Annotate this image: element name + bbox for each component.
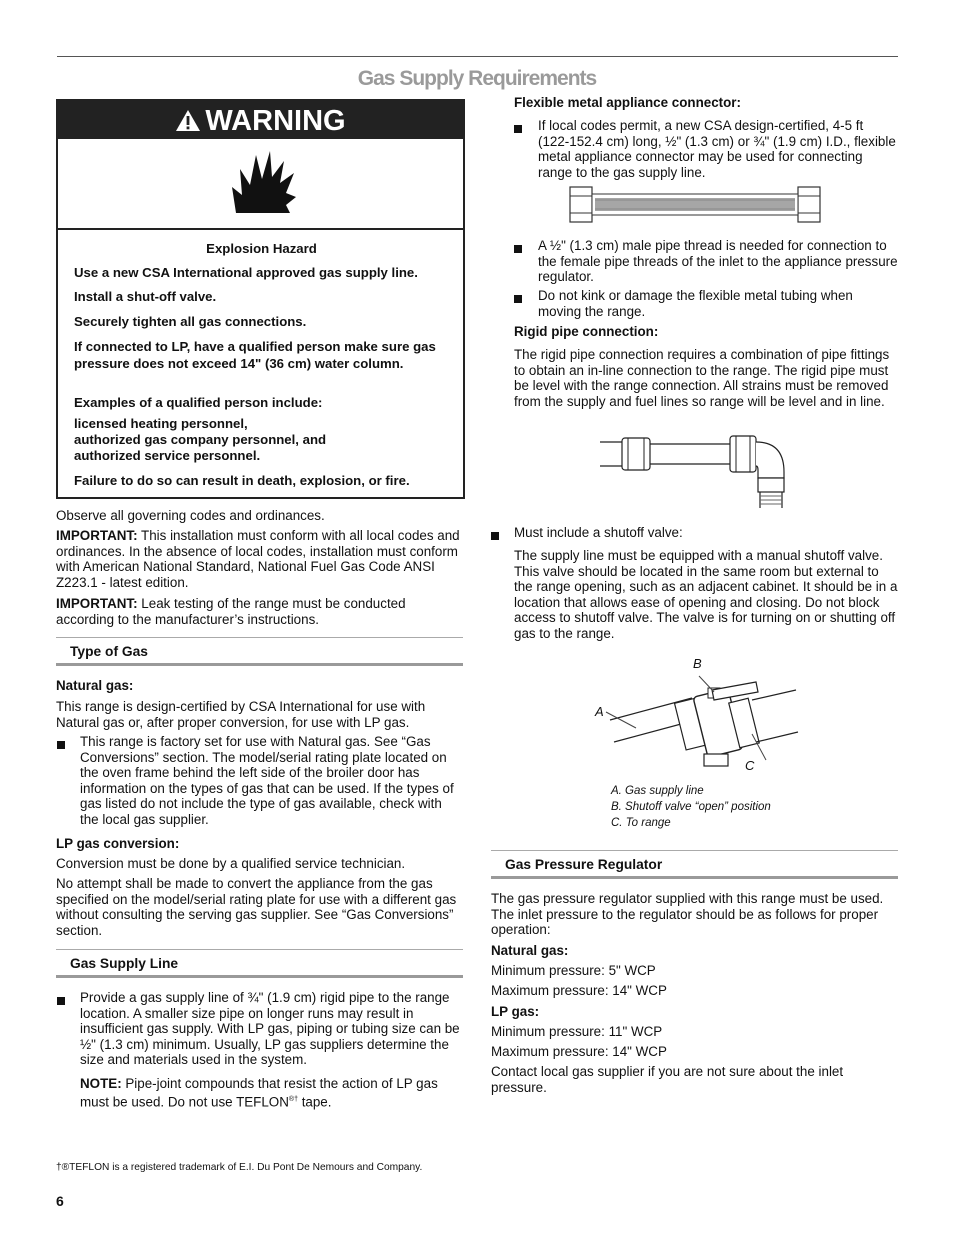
warning-item: If connected to LP, have a qualified person make sure gas pressure does not exceed 14" (36 cm) water column. (74, 339, 436, 371)
natural-gas-text: This range is design-certified by CSA International for use with Natural gas or, after proper conversion, for use with LP gas. (56, 699, 426, 730)
top-rule (57, 56, 898, 57)
note-paragraph (80, 1076, 464, 1110)
flexible-connector-heading: Flexible metal appliance connector: (514, 95, 741, 110)
trademark-mark: ®† (288, 1095, 298, 1103)
section-heading-gas-supply-line: Gas Supply Line (56, 949, 463, 978)
bullet-icon (57, 738, 67, 748)
warning-item: licensed heating personnel, (74, 416, 248, 431)
warning-triangle-icon (175, 109, 201, 132)
warning-item: Use a new CSA International approved gas supply line. (74, 265, 418, 280)
list-item: Must include a shutoff valve: (514, 525, 683, 540)
regulator-natural-label: Natural gas: (491, 943, 569, 958)
warning-item: Failure to do so can result in death, explosion, or fire. (74, 473, 410, 488)
lp-conversion-text: Conversion must be done by a qualified service technician. (56, 856, 406, 871)
warning-hazard-title: Explosion Hazard (206, 241, 317, 256)
footnote: †®TEFLON is a registered trademark of E.I. Du Pont De Nemours and Company. (56, 1162, 423, 1173)
flexible-connector-illustration (569, 186, 821, 224)
regulator-contact: Contact local gas supplier if you are not sure about the inlet pressure. (491, 1064, 844, 1095)
warning-item: authorized service personnel. (74, 448, 261, 463)
note-end: tape. (297, 1094, 332, 1110)
diagram-caption: B. Shutoff valve “open” position (611, 801, 771, 813)
section-heading-gas-pressure-regulator: Gas Pressure Regulator (491, 850, 898, 879)
page-number: 6 (56, 1193, 64, 1209)
diagram-label-a: A (595, 704, 604, 719)
important-label: IMPORTANT: (56, 528, 138, 543)
regulator-value: Minimum pressure: 5" WCP (491, 963, 656, 978)
diagram-caption: C. To range (611, 817, 671, 829)
list-item: Do not kink or damage the flexible metal tubing when moving the range. (538, 288, 853, 319)
list-item: Provide a gas supply line of ¾" (1.9 cm) rigid pipe to the range location. A smaller size pipe on longer runs may result in insufficient gas supply. With LP gas, piping or tubing size can be ½" (1.3 cm) minimum. Usually, LP gas suppliers determine the size and materials used in the system. (80, 990, 460, 1068)
important-paragraph (56, 528, 464, 590)
diagram-caption: A. Gas supply line (611, 785, 704, 797)
bullet-icon (514, 122, 524, 132)
bullet-icon (514, 242, 524, 252)
important-label: IMPORTANT: (56, 596, 138, 611)
note-label: NOTE: (80, 1076, 122, 1091)
warning-item: authorized gas company personnel, and (74, 432, 327, 447)
note-text: Pipe-joint compounds that resist the action of LP gas must be used. Do not use TEFLON (80, 1076, 438, 1110)
regulator-value: Minimum pressure: 11" WCP (491, 1024, 663, 1039)
warning-item: Securely tighten all gas connections. (74, 314, 307, 329)
list-item: A ½" (1.3 cm) male pipe thread is needed for connection to the female pipe threads of the inlet to the appliance pressure regulator. (538, 238, 898, 285)
shutoff-text: The supply line must be equipped with a manual shutoff valve. This valve should be located in the same room but external to the range opening, such as an adjacent cabinet. It should be in a location that allows ease of opening and closing. Do not block access to shutoff valve. The valve is for turning on or shutting off gas to the range. (514, 548, 898, 641)
warning-box (56, 99, 465, 499)
bullet-icon (491, 529, 501, 539)
list-item: This range is factory set for use with Natural gas. See “Gas Conversions” section. The model/serial rating plate located on the oven frame behind the left side of the broiler door has information on the types of gas that can be used. If the types of gas listed do not include the type of gas available, check with the local gas supplier. (80, 734, 454, 827)
warning-heading: WARNING (205, 105, 346, 137)
observe-text: Observe all governing codes and ordinances. (56, 508, 325, 523)
regulator-value: Maximum pressure: 14" WCP (491, 1044, 667, 1059)
explosion-icon (228, 149, 298, 217)
bullet-icon (514, 292, 524, 302)
section-heading-type-of-gas: Type of Gas (56, 637, 463, 666)
bullet-icon (57, 994, 67, 1004)
rigid-pipe-illustration (598, 434, 790, 510)
page-title: Gas Supply Requirements (357, 67, 597, 90)
regulator-intro: The gas pressure regulator supplied with this range must be used. The inlet pressure to the regulator should be as follows for proper operation: (491, 891, 884, 938)
natural-gas-label: Natural gas: (56, 678, 134, 693)
important-text: This installation must conform with all local codes and ordinances. In the absence of local codes, installation must conform with American National Standard, National Fuel Gas Code ANSI Z223.1 - latest edition. (56, 528, 460, 590)
important-paragraph (56, 596, 464, 627)
rigid-pipe-heading: Rigid pipe connection: (514, 324, 659, 339)
diagram-label-c: C (745, 758, 755, 773)
warning-item: Install a shut-off valve. (74, 289, 217, 304)
rigid-pipe-text: The rigid pipe connection requires a combination of pipe fittings to obtain an in-line connection to the range. The rigid pipe must be level with the range connection. All strains must be removed from the supply and fuel lines so range will be level and in line. (514, 347, 890, 409)
lp-conversion-label: LP gas conversion: (56, 836, 180, 851)
regulator-lp-label: LP gas: (491, 1004, 540, 1019)
diagram-label-b: B (693, 656, 702, 671)
shutoff-valve-illustration (600, 670, 800, 774)
list-item: If local codes permit, a new CSA design-certified, 4-5 ft (122-152.4 cm) long, ½" (1.3 cm) or ¾" (1.9 cm) I.D., flexible metal appliance connector may be used for connecting range to the gas supply line. (538, 118, 896, 180)
warning-header (58, 101, 463, 139)
regulator-value: Maximum pressure: 14" WCP (491, 983, 667, 998)
lp-conversion-text: No attempt shall be made to convert the appliance from the gas specified on the model/serial rating plate for use with a different gas without consulting the serving gas supplier. See “Gas Conversions” section. (56, 876, 457, 938)
warning-item: Examples of a qualified person include: (74, 395, 323, 410)
warning-divider (58, 228, 463, 230)
important-text: Leak testing of the range must be conducted according to the manufacturer’s instructions. (56, 596, 406, 627)
